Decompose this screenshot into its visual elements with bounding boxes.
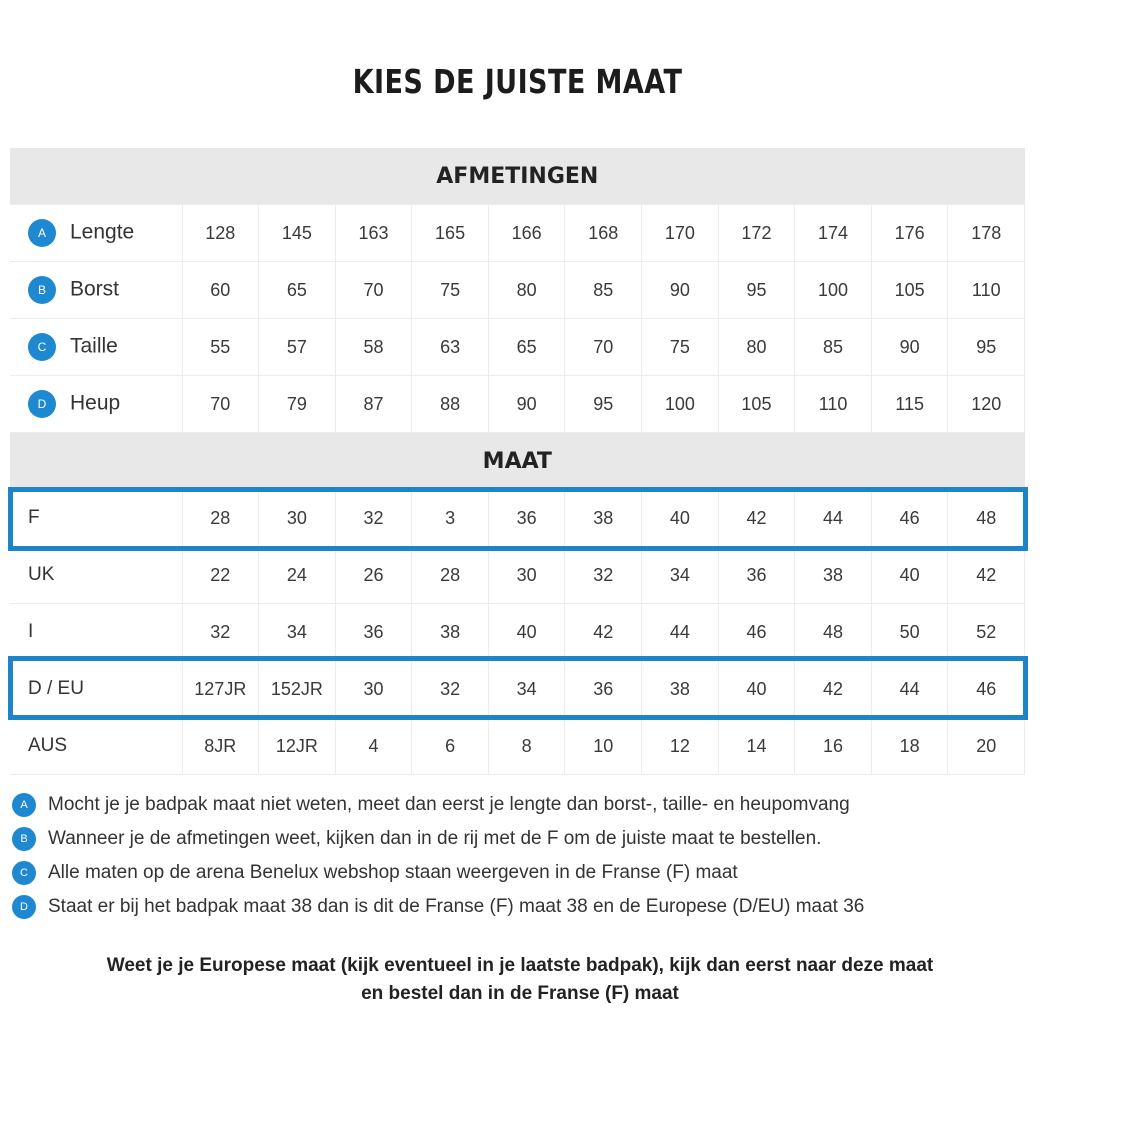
size-value: 38	[565, 490, 642, 547]
footer-line-1: Weet je je Europese maat (kijk eventueel in je laatste badpak), kijk dan eerst naar deze maat	[106, 955, 934, 976]
measurement-value: 80	[488, 262, 565, 319]
size-value: 36	[488, 490, 565, 547]
measurement-row	[10, 205, 1025, 262]
size-value: 127JR	[182, 661, 259, 718]
size-value: 38	[412, 604, 489, 661]
measurement-label: Borst	[70, 277, 120, 301]
size-value: 12	[642, 718, 719, 775]
size-value: 12JR	[259, 718, 336, 775]
measurement-value: 170	[642, 205, 719, 262]
measurement-value: 87	[335, 376, 412, 433]
measurement-value: 75	[642, 319, 719, 376]
size-value: 20	[948, 718, 1025, 775]
measurement-value: 55	[182, 319, 259, 376]
footer-note	[30, 952, 1010, 1008]
measurement-row	[10, 262, 1025, 319]
size-system-label: I	[10, 604, 182, 661]
measurement-value: 95	[948, 319, 1025, 376]
size-value: 40	[488, 604, 565, 661]
measurement-value: 168	[565, 205, 642, 262]
note-item	[12, 856, 1012, 890]
size-value: 30	[488, 547, 565, 604]
size-value: 42	[795, 661, 872, 718]
measurement-value: 90	[642, 262, 719, 319]
size-value: 46	[718, 604, 795, 661]
measurement-label-cell	[10, 376, 182, 433]
size-value: 32	[335, 490, 412, 547]
measurement-row	[10, 376, 1025, 433]
note-text: Staat er bij het badpak maat 38 dan is dit de Franse (F) maat 38 en de Europese (D/EU) maat 36	[48, 896, 865, 917]
note-text: Wanneer je de afmetingen weet, kijken dan in de rij met de F om de juiste maat te bestellen.	[48, 828, 822, 849]
size-value: 34	[259, 604, 336, 661]
size-value: 30	[259, 490, 336, 547]
size-row	[10, 718, 1025, 775]
size-value: 6	[412, 718, 489, 775]
note-item	[12, 822, 1012, 856]
measurement-value: 174	[795, 205, 872, 262]
badge-icon: B	[28, 276, 56, 304]
footer-line-2: en bestel dan in de Franse (F) maat	[361, 983, 679, 1004]
measurement-value: 85	[795, 319, 872, 376]
measurement-value: 163	[335, 205, 412, 262]
size-value: 8JR	[182, 718, 259, 775]
size-value: 34	[488, 661, 565, 718]
measurement-value: 105	[718, 376, 795, 433]
notes-list	[12, 788, 1012, 924]
size-value: 44	[871, 661, 948, 718]
size-value: 36	[335, 604, 412, 661]
measurement-value: 95	[718, 262, 795, 319]
measurement-value: 100	[642, 376, 719, 433]
note-item	[12, 788, 1012, 822]
size-value: 36	[718, 547, 795, 604]
measurement-label: Lengte	[70, 220, 135, 244]
measurement-value: 57	[259, 319, 336, 376]
measurement-value: 90	[871, 319, 948, 376]
measurement-value: 70	[565, 319, 642, 376]
size-value: 42	[948, 547, 1025, 604]
badge-icon: D	[28, 390, 56, 418]
measurement-value: 176	[871, 205, 948, 262]
measurement-value: 79	[259, 376, 336, 433]
page-title: KIES DE JUISTE MAAT	[352, 62, 683, 101]
section-maat	[10, 433, 1025, 490]
measurement-value: 85	[565, 262, 642, 319]
size-value: 24	[259, 547, 336, 604]
size-value: 40	[718, 661, 795, 718]
size-system-label: UK	[10, 547, 182, 604]
size-value: 28	[412, 547, 489, 604]
size-value: 38	[795, 547, 872, 604]
size-value: 44	[642, 604, 719, 661]
size-chart-table	[10, 148, 1025, 775]
measurement-value: 70	[182, 376, 259, 433]
measurement-label-cell	[10, 205, 182, 262]
size-value: 16	[795, 718, 872, 775]
measurement-value: 166	[488, 205, 565, 262]
size-value: 8	[488, 718, 565, 775]
size-value: 46	[871, 490, 948, 547]
badge-icon: B	[12, 827, 36, 851]
size-value: 14	[718, 718, 795, 775]
size-value: 32	[182, 604, 259, 661]
size-value: 10	[565, 718, 642, 775]
size-value: 30	[335, 661, 412, 718]
size-row	[10, 661, 1025, 718]
size-value: 152JR	[259, 661, 336, 718]
measurement-value: 110	[948, 262, 1025, 319]
section-afmetingen	[10, 148, 1025, 205]
size-value: 26	[335, 547, 412, 604]
measurement-value: 110	[795, 376, 872, 433]
measurement-value: 63	[412, 319, 489, 376]
measurement-value: 70	[335, 262, 412, 319]
size-value: 3	[412, 490, 489, 547]
size-value: 4	[335, 718, 412, 775]
size-value: 48	[795, 604, 872, 661]
measurement-value: 75	[412, 262, 489, 319]
size-value: 36	[565, 661, 642, 718]
size-value: 34	[642, 547, 719, 604]
size-system-label: D / EU	[10, 661, 182, 718]
badge-icon: A	[12, 793, 36, 817]
size-value: 46	[948, 661, 1025, 718]
size-value: 38	[642, 661, 719, 718]
measurement-label-cell	[10, 262, 182, 319]
size-value: 40	[642, 490, 719, 547]
size-value: 48	[948, 490, 1025, 547]
size-value: 18	[871, 718, 948, 775]
size-value: 52	[948, 604, 1025, 661]
size-row	[10, 490, 1025, 547]
badge-icon: D	[12, 895, 36, 919]
size-value: 28	[182, 490, 259, 547]
measurement-row	[10, 319, 1025, 376]
measurement-value: 120	[948, 376, 1025, 433]
size-system-label: F	[10, 490, 182, 547]
size-row	[10, 547, 1025, 604]
measurement-value: 105	[871, 262, 948, 319]
size-value: 50	[871, 604, 948, 661]
measurement-label: Heup	[70, 391, 121, 415]
measurement-value: 60	[182, 262, 259, 319]
measurement-value: 115	[871, 376, 948, 433]
section-afmetingen-title: AFMETINGEN	[10, 148, 1025, 205]
badge-icon: C	[12, 861, 36, 885]
size-value: 44	[795, 490, 872, 547]
measurement-value: 128	[182, 205, 259, 262]
measurement-value: 80	[718, 319, 795, 376]
measurement-value: 172	[718, 205, 795, 262]
note-item	[12, 890, 1012, 924]
section-maat-title: MAAT	[10, 433, 1025, 490]
measurement-value: 88	[412, 376, 489, 433]
size-value: 22	[182, 547, 259, 604]
measurement-value: 100	[795, 262, 872, 319]
measurement-value: 95	[565, 376, 642, 433]
measurement-label: Taille	[70, 334, 118, 358]
size-row	[10, 604, 1025, 661]
measurement-value: 65	[488, 319, 565, 376]
note-text: Alle maten op de arena Benelux webshop staan weergeven in de Franse (F) maat	[48, 862, 738, 883]
note-text: Mocht je je badpak maat niet weten, meet dan eerst je lengte dan borst-, taille- en heupomvang	[48, 794, 850, 815]
measurement-value: 165	[412, 205, 489, 262]
measurement-value: 58	[335, 319, 412, 376]
badge-icon: C	[28, 333, 56, 361]
size-value: 32	[412, 661, 489, 718]
measurement-value: 90	[488, 376, 565, 433]
size-value: 32	[565, 547, 642, 604]
size-value: 42	[565, 604, 642, 661]
badge-icon: A	[28, 219, 56, 247]
measurement-label-cell	[10, 319, 182, 376]
size-value: 42	[718, 490, 795, 547]
measurement-value: 145	[259, 205, 336, 262]
measurement-value: 178	[948, 205, 1025, 262]
size-system-label: AUS	[10, 718, 182, 775]
measurement-value: 65	[259, 262, 336, 319]
size-value: 40	[871, 547, 948, 604]
